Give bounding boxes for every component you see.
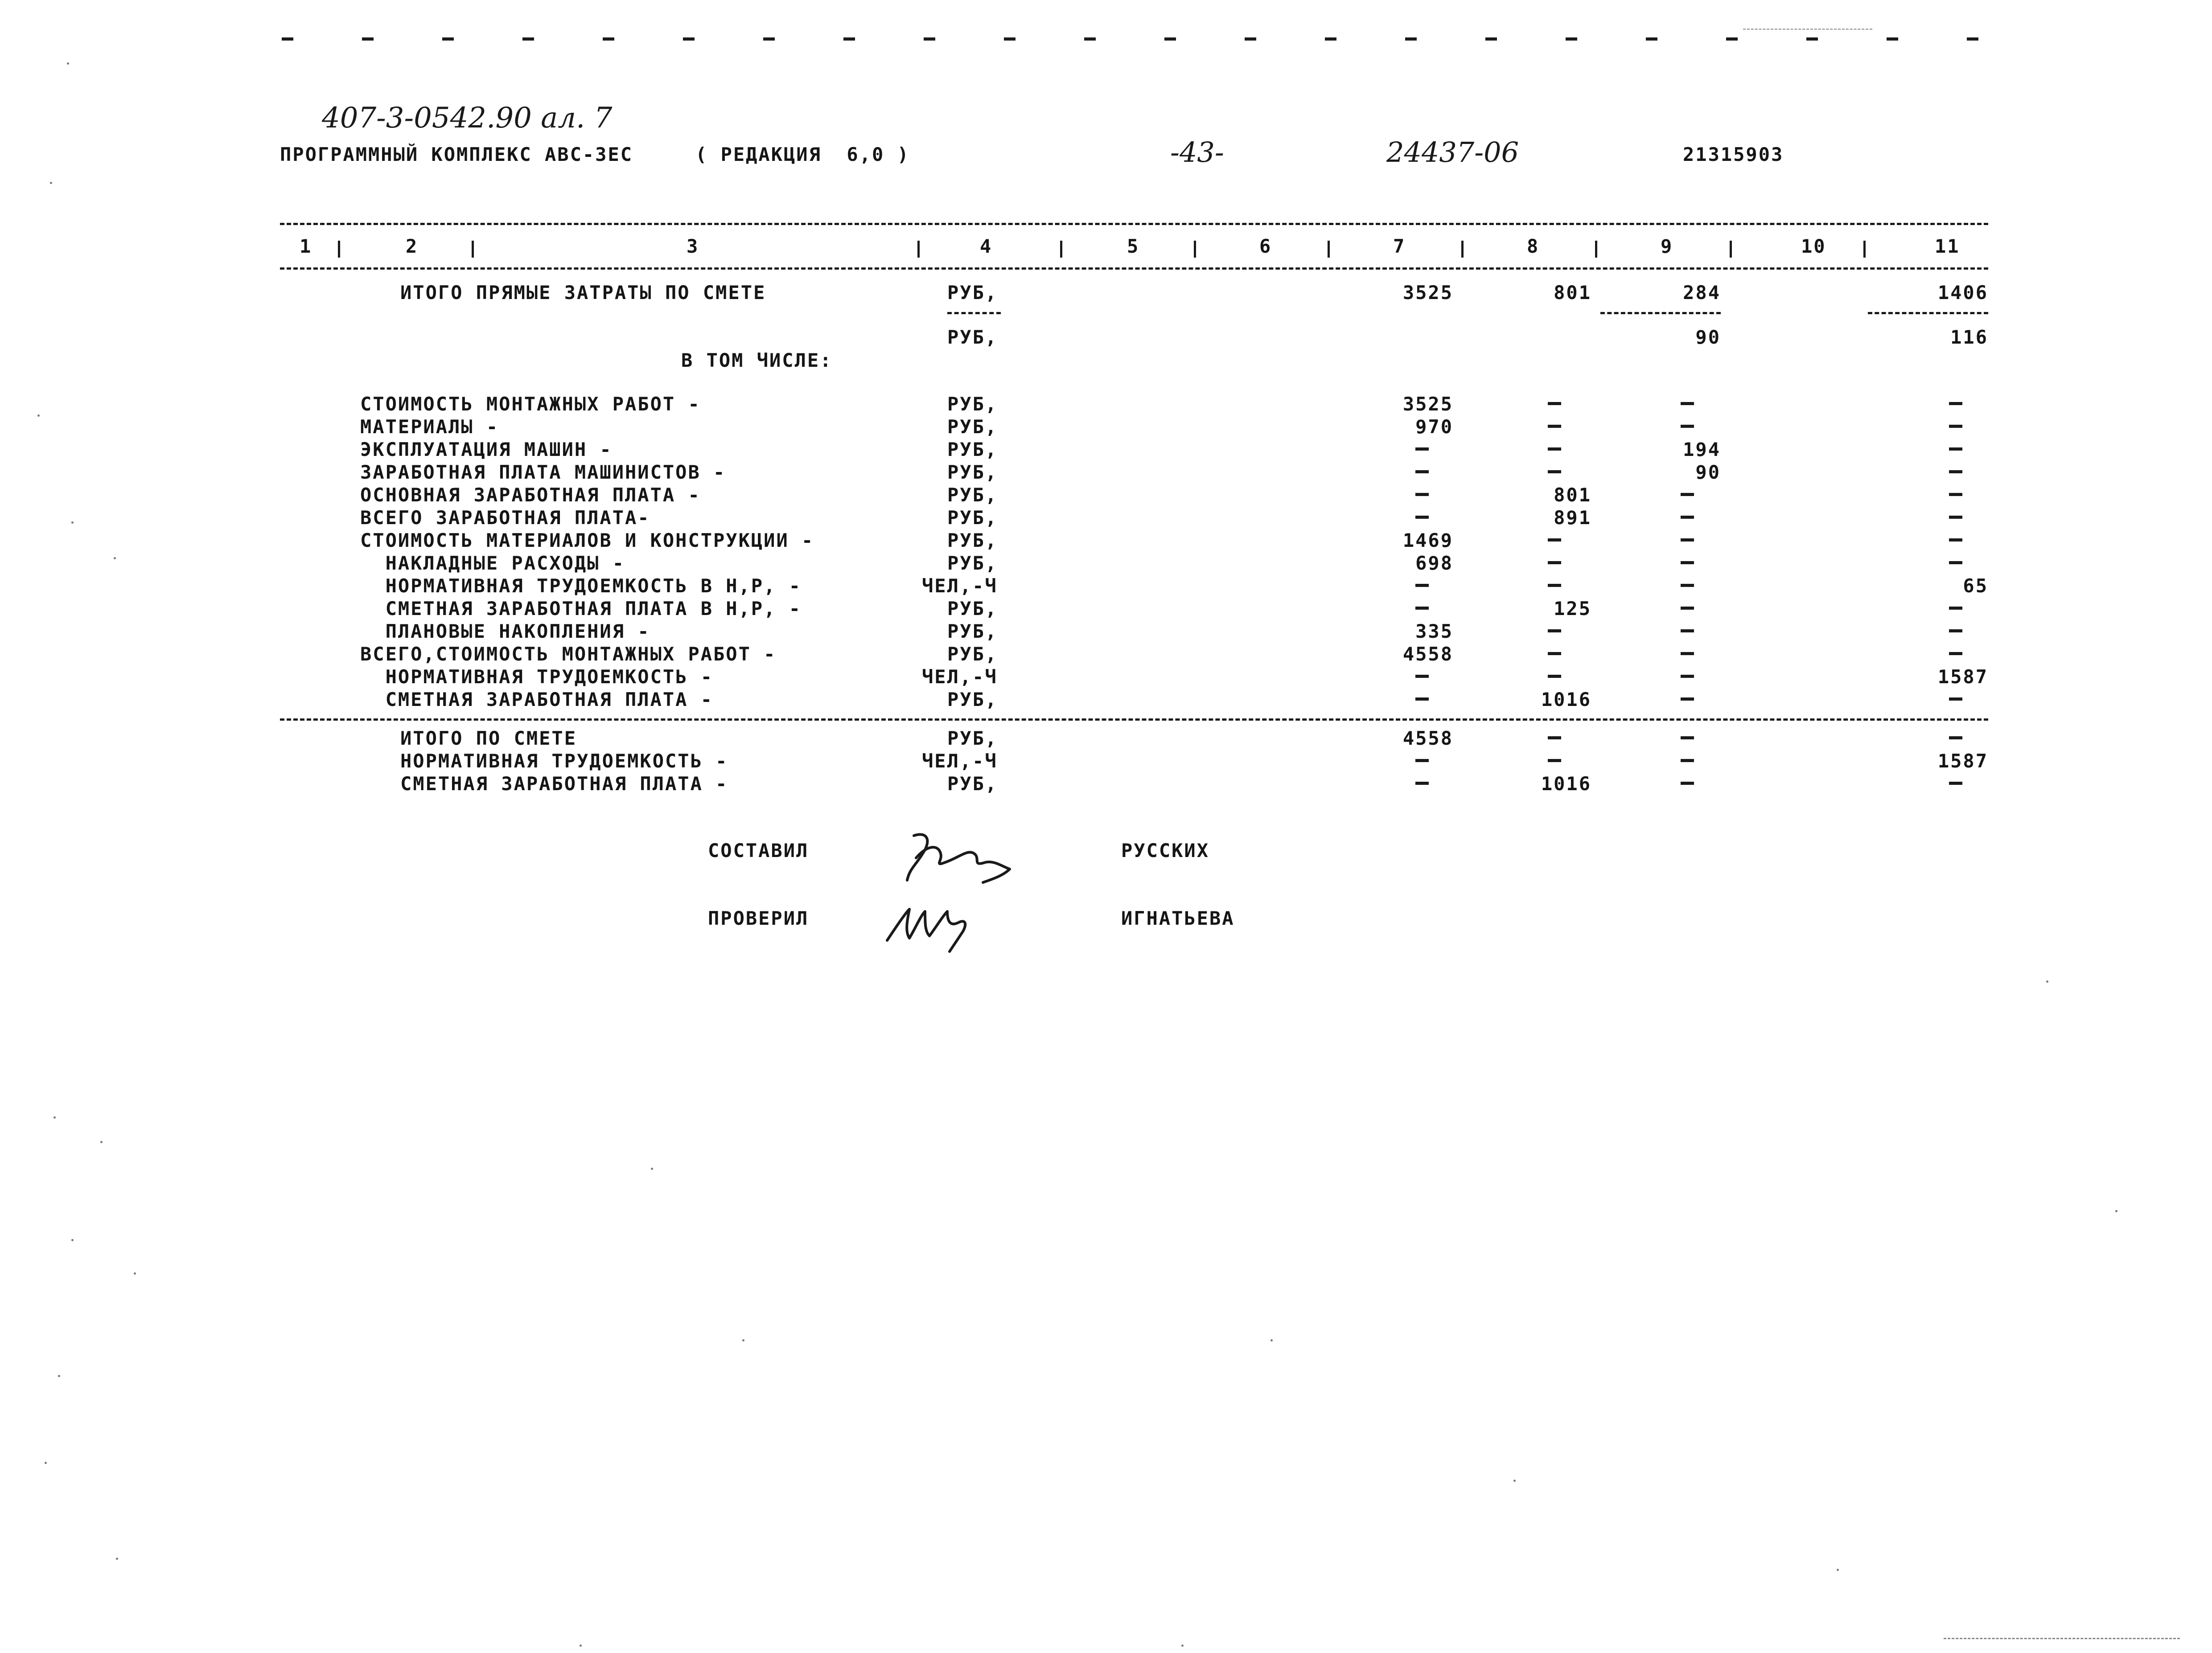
total-row-c9-dash [1681,736,1694,739]
row-c8-dash [1548,447,1561,451]
top-dash [282,37,293,41]
scan-speck [1270,1339,1273,1341]
column-separator [1863,241,1866,258]
row-c9-dash [1681,493,1694,496]
top-dash [1967,37,1978,41]
direct-costs-col11: 1406 [1937,282,1988,304]
top-dash [1646,37,1657,41]
table-top-rule [280,223,1988,225]
row-c8: 801 [1554,484,1591,506]
compiled-by-label: СОСТАВИЛ [708,840,809,861]
top-dash [442,37,454,41]
total-row-label: НОРМАТИВНАЯ ТРУДОЕМКОСТЬ - [400,750,728,772]
total-row-c7: 4558 [1402,727,1453,749]
column-header: 3 [687,235,699,257]
row-unit: РУБ, [947,484,998,506]
row-unit: ЧЕЛ,-Ч [922,666,998,688]
direct-costs-unit: РУБ, [947,282,998,304]
column-separator [1595,241,1597,258]
row-label: СТОИМОСТЬ МАТЕРИАЛОВ И КОНСТРУКЦИИ - [360,529,814,551]
row-unit: РУБ, [947,439,998,460]
column-header: 5 [1127,235,1140,257]
direct-costs-col9: 284 [1683,282,1721,304]
row-c11-dash [1949,425,1962,428]
column-separator [1060,241,1062,258]
row-c7-dash [1415,584,1429,587]
column-header: 2 [406,235,419,257]
row-label: НОРМАТИВНАЯ ТРУДОЕМКОСТЬ В Н,Р, - [360,575,802,597]
row-c7: 698 [1415,552,1453,574]
edition-label: ( РЕДАКЦИЯ 6,0 ) [695,144,910,165]
column-separator [1730,241,1732,258]
column-separator [1194,241,1196,258]
row-unit: РУБ, [947,416,998,438]
column-separator [1461,241,1464,258]
row-label: ЭКСПЛУАТАЦИЯ МАШИН - [360,439,613,460]
top-dash [763,37,775,41]
scan-speck [2046,980,2048,983]
total-row-c9-dash [1681,759,1694,762]
row-unit: РУБ, [947,643,998,665]
scan-speck [1513,1480,1516,1482]
total-row-c9-dash [1681,782,1694,785]
row-c9-dash [1681,652,1694,655]
direct-costs-col7: 3525 [1402,282,1453,304]
row-label: ПЛАНОВЫЕ НАКОПЛЕНИЯ - [360,620,650,642]
row-c9: 194 [1683,439,1721,460]
direct-costs-sub-col11: 116 [1950,326,1988,348]
row-c9-dash [1681,561,1694,564]
row-c7: 1469 [1402,529,1453,551]
row-c9-dash [1681,402,1694,405]
col9-underline [1600,312,1721,314]
top-dash [843,37,855,41]
top-dash [1164,37,1176,41]
row-c8-dash [1548,470,1561,473]
row-c7-dash [1415,447,1429,451]
row-c11-dash [1949,607,1962,610]
compiler-signature [896,827,1016,894]
scan-speck [2115,1210,2117,1212]
row-c8: 891 [1554,507,1591,529]
row-c8-dash [1548,538,1561,541]
row-c8: 125 [1554,598,1591,619]
row-unit: РУБ, [947,598,998,619]
including-heading: В ТОМ ЧИСЛЕ: [681,349,833,371]
checker-signature [883,896,981,954]
scan-speck [134,1272,136,1275]
total-row-c11: 1587 [1937,750,1988,772]
row-c11-dash [1949,402,1962,405]
column-header: 6 [1259,235,1272,257]
top-dash [683,37,695,41]
row-unit: РУБ, [947,529,998,551]
scan-speck [53,1116,56,1119]
row-unit: РУБ, [947,507,998,529]
scan-mark-bottom-right [1944,1638,2180,1639]
column-header: 4 [980,235,993,257]
top-dash [1004,37,1016,41]
handwritten-estimate-code: 24437-06 [1386,136,1519,168]
row-label: НАКЛАДНЫЕ РАСХОДЫ - [360,552,625,574]
row-c8-dash [1548,402,1561,405]
scan-speck [742,1339,744,1341]
scan-speck [71,1239,74,1241]
total-row-c7-dash [1415,782,1429,785]
direct-costs-label: ИТОГО ПРЯМЫЕ ЗАТРАТЫ ПО СМЕТЕ [400,282,766,304]
total-row-c11-dash [1949,736,1962,739]
column-header: 9 [1661,235,1673,257]
row-label: МАТЕРИАЛЫ - [360,416,499,438]
row-label: ВСЕГО,СТОИМОСТЬ МОНТАЖНЫХ РАБОТ - [360,643,777,665]
compiled-by-name: РУССКИХ [1121,840,1210,861]
row-c8-dash [1548,425,1561,428]
row-c9-dash [1681,607,1694,610]
top-dash [1245,37,1256,41]
row-c9-dash [1681,629,1694,632]
row-label: ВСЕГО ЗАРАБОТНАЯ ПЛАТА- [360,507,650,529]
total-row-label: ИТОГО ПО СМЕТЕ [400,727,577,749]
row-label: НОРМАТИВНАЯ ТРУДОЕМКОСТЬ - [360,666,714,688]
top-dash [522,37,534,41]
total-row-c11-dash [1949,782,1962,785]
top-dash [1405,37,1417,41]
top-dash [924,37,935,41]
direct-costs-sub-unit: РУБ, [947,326,998,348]
row-c8-dash [1548,675,1561,678]
row-c9-dash [1681,675,1694,678]
row-c11-dash [1949,629,1962,632]
top-dash [1566,37,1577,41]
row-c8: 1016 [1541,689,1591,710]
column-separator [338,241,340,258]
handwritten-page-number: -43- [1170,136,1224,168]
top-dash [1485,37,1497,41]
total-row-c8: 1016 [1541,773,1591,795]
program-title: ПРОГРАММНЫЙ КОМПЛЕКС АВС-3ЕС [280,144,633,165]
row-c7-dash [1415,516,1429,519]
row-c7-dash [1415,607,1429,610]
row-c11-dash [1949,697,1962,701]
row-c11-dash [1949,538,1962,541]
total-row-unit: ЧЕЛ,-Ч [922,750,998,772]
row-c8-dash [1548,561,1561,564]
row-c8-dash [1548,629,1561,632]
total-row-label: СМЕТНАЯ ЗАРАБОТНАЯ ПЛАТА - [400,773,728,795]
top-dash [1084,37,1096,41]
scan-speck [580,1645,582,1647]
row-label: ОСНОВНАЯ ЗАРАБОТНАЯ ПЛАТА - [360,484,701,506]
column-header: 11 [1935,235,1960,257]
row-c11-dash [1949,561,1962,564]
row-c7: 970 [1415,416,1453,438]
top-dash [603,37,614,41]
row-c9-dash [1681,584,1694,587]
row-c7-dash [1415,675,1429,678]
direct-costs-sub-col9: 90 [1695,326,1721,348]
scan-mark-top-right [1743,29,1872,30]
scan-speck [50,182,52,184]
handwritten-doc-code: 407-3-0542.90 ал. 7 [322,102,613,135]
scan-speck [114,557,116,559]
row-c7-dash [1415,493,1429,496]
column-header: 1 [300,235,312,257]
scan-speck [1837,1569,1839,1571]
column-header: 7 [1393,235,1406,257]
total-row-unit: РУБ, [947,773,998,795]
row-label: СТОИМОСТЬ МОНТАЖНЫХ РАБОТ - [360,393,701,415]
total-row-c8-dash [1548,736,1561,739]
top-dash [362,37,374,41]
scan-speck [651,1168,653,1170]
row-unit: РУБ, [947,552,998,574]
top-dash [1887,37,1898,41]
column-header: 10 [1801,235,1826,257]
total-row-c7-dash [1415,759,1429,762]
top-dash [1726,37,1738,41]
row-c7: 4558 [1402,643,1453,665]
scan-speck [45,1462,47,1464]
row-c11-dash [1949,447,1962,451]
scan-speck [37,414,40,417]
row-unit: ЧЕЛ,-Ч [922,575,998,597]
scan-speck [1181,1645,1184,1647]
row-c7-dash [1415,470,1429,473]
column-separator [917,241,920,258]
table-section-rule [280,718,1988,721]
row-unit: РУБ, [947,393,998,415]
row-label: ЗАРАБОТНАЯ ПЛАТА МАШИНИСТОВ - [360,461,726,483]
row-unit: РУБ, [947,689,998,710]
row-c11-dash [1949,470,1962,473]
table-header-rule [280,267,1988,270]
column-separator [472,241,474,258]
unit-underline [947,312,1001,314]
row-c11-dash [1949,652,1962,655]
total-row-unit: РУБ, [947,727,998,749]
row-c7: 3525 [1402,393,1453,415]
row-unit: РУБ, [947,461,998,483]
direct-costs-col8: 801 [1554,282,1591,304]
row-c7: 335 [1415,620,1453,642]
row-c11: 1587 [1937,666,1988,688]
scan-speck [58,1375,60,1377]
column-header: 8 [1527,235,1540,257]
total-row-c8-dash [1548,759,1561,762]
scan-speck [67,62,69,65]
scan-speck [100,1141,103,1143]
document-id: 21315903 [1683,144,1784,165]
scan-speck [116,1558,118,1560]
row-c9-dash [1681,538,1694,541]
row-c8-dash [1548,652,1561,655]
top-dash [1325,37,1336,41]
row-c9-dash [1681,697,1694,701]
row-unit: РУБ, [947,620,998,642]
row-c9-dash [1681,516,1694,519]
scan-speck [71,521,74,524]
row-c9-dash [1681,425,1694,428]
row-label: СМЕТНАЯ ЗАРАБОТНАЯ ПЛАТА - [360,689,714,710]
checked-by-name: ИГНАТЬЕВА [1121,907,1235,929]
row-c11: 65 [1963,575,1988,597]
row-c7-dash [1415,697,1429,701]
row-c9: 90 [1695,461,1721,483]
column-separator [1328,241,1330,258]
top-dash [1806,37,1818,41]
checked-by-label: ПРОВЕРИЛ [708,907,809,929]
row-c11-dash [1949,493,1962,496]
row-c8-dash [1548,584,1561,587]
col11-underline [1868,312,1988,314]
row-c11-dash [1949,516,1962,519]
row-label: СМЕТНАЯ ЗАРАБОТНАЯ ПЛАТА В Н,Р, - [360,598,802,619]
